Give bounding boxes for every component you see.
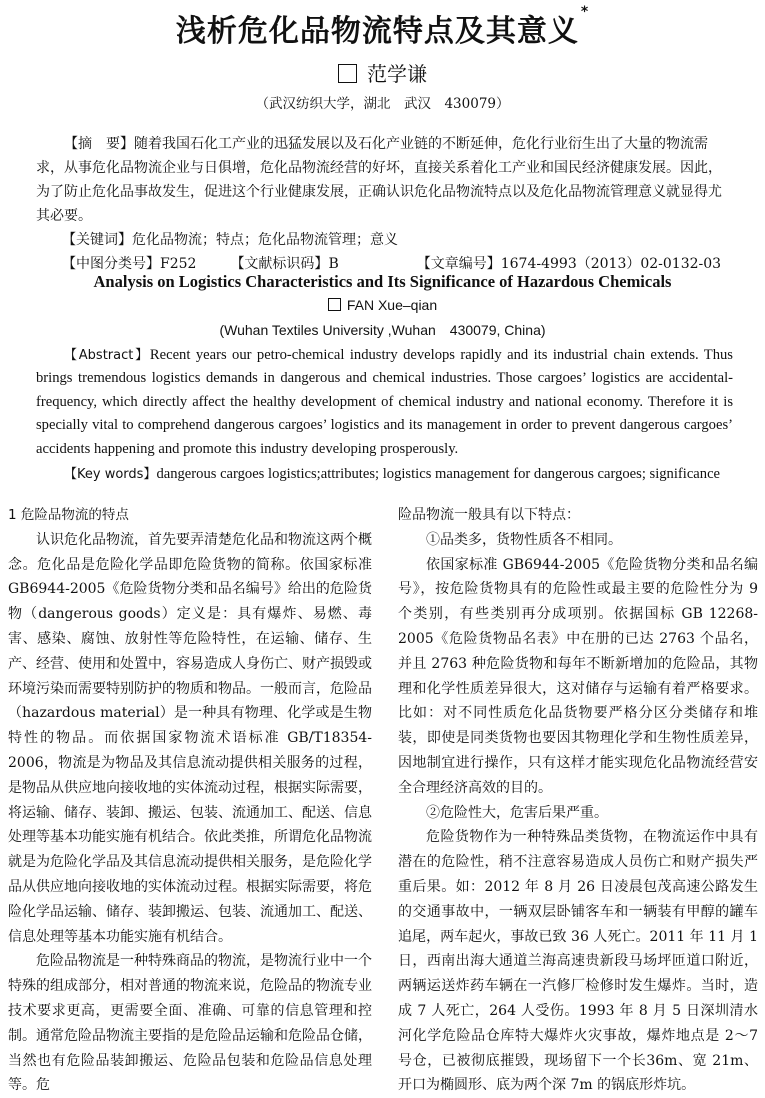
article-number-label: 【文章编号】	[416, 256, 501, 272]
body-paragraph: 险品物流一般具有以下特点：	[398, 507, 580, 523]
english-keywords-label: 【Key words】	[64, 467, 157, 483]
body-column-right	[398, 503, 758, 1098]
doc-code-label: 【文献标识码】	[230, 256, 329, 272]
body-paragraph: 危险品物流是一种特殊商品的物流，是物流行业中一个特殊的组成部分，相对普通的物流来说，危险品的物流专业技术要求更高，更需要全面、准确、可靠的信息管理和控制。通常危险品物流主要指的是危险品运输和危险品仓储，当然也有危险品装卸搬运、危险品包装和危险品信息处理等。危	[8, 953, 372, 1094]
author-line	[0, 58, 765, 87]
keywords-label: 【关键词】	[62, 232, 132, 248]
english-author-name: FAN Xue–qian	[346, 297, 438, 313]
english-keywords-text: dangerous cargoes logistics;attributes; logistics management for dangerous cargoes; significance	[156, 466, 721, 483]
english-abstract-text: Recent years our petro-chemical industry develops rapidly and its industrial chain extends. Thus brings tremendous logistics demands in dangerous and chemical industries. Those cargoes’ logistics are accidental-frequency, which directly affect the healthy development of chemical industry and national economy. Therefore it is specially vital to comprehend dangerous cargoes’ logistics and its management in order to prevent dangerous cargoes’ accidents happening and promote this industry developing prosperously.	[36, 347, 733, 457]
affiliation: （武汉纺织大学，湖北 武汉 430079）	[255, 96, 510, 112]
title-text: 浅析危化品物流特点及其意义	[175, 14, 579, 49]
english-abstract-block	[36, 344, 733, 486]
abstract-label: 【摘 要】	[64, 136, 134, 152]
chinese-abstract	[36, 132, 735, 228]
chinese-abstract-block	[36, 132, 735, 276]
english-author-box-icon	[328, 298, 341, 311]
list-item-heading: ①品类多，货物性质各不相同。	[426, 531, 622, 548]
body-column-left	[8, 503, 372, 1098]
english-affiliation: (Wuhan Textiles University ,Wuhan 430079, China)	[219, 322, 546, 338]
article-title	[0, 6, 765, 50]
english-abstract	[36, 344, 733, 461]
body-paragraph: 危险货物作为一种特殊品类货物，在物流运作中具有潜在的危险性，稍不注意容易造成人员伤亡和财产损失严重后果。如：2012 年 8 月 26 日凌晨包茂高速公路发生的交通事故中，一辆双层卧铺客车和一辆装有甲醇的罐车追尾，两车起火，事故已致 36 人死亡。2011 年 11 月 1 日，西南出海大通道兰海高速贵新段马场坪匝道口附近，两辆运送炸药车辆在一汽修厂检修时发生爆炸。当时，造成 7 人死亡，264 人受伤。1993 年 8 月 5 日深圳清水河化学危险品仓库特大爆炸火灾事故，爆炸地点是 2～7 号仓，已被彻底摧毁，现场留下一个长36m、宽 21m、开口为椭圆形、底为两个深 7m 的锅底形炸坑。	[398, 829, 758, 1094]
author-name: 范学谦	[367, 62, 427, 86]
body-paragraph: 认识危化品物流，首先要弄清楚危化品和物流这两个概念。危化品是危险化学品即危险货物的简称。依国家标准GB6944-2005《危险货物分类和品名编号》给出的危险货物（dangerous goods）定义是：具有爆炸、易燃、毒害、感染、腐蚀、放射性等危险特性，在运输、储存、生产、经营、使用和处置中，容易造成人身伤亡、财产损毁或环境污染而需要特别防护的物质和物品。一般而言，危险品（hazardous material）是一种具有物理、化学或是生物特性的物品。而依据国家物流术语标准 GB/T18354-2006，物流是为物品及其信息流动提供相关服务的过程，是物品从供应地向接收地的实体流动过程，根据实际需要，将运输、储存、装卸、搬运、包装、流通加工、配送、信息处理等基本功能实施有机结合。依此类推，所谓危化品物流就是为危险化学品及其信息流动提供相关服务，是危险化学品从供应地向接收地的实体流动过程。根据实际需要，将危险化学品运输、储存、装卸搬运、包装、流通加工、配送、信息处理等基本功能实施有机结合。	[8, 531, 372, 945]
body-paragraph: 依国家标准 GB6944-2005《危险货物分类和品名编号》，按危险货物具有的危险性或最主要的危险性分为 9 个类别，有些类别再分成项别。依据国标 GB 12268-2005《危险货物品名表》中在册的已达 2763 个品名，并且 2763 种危险货物和每年不断新增加的危险品，其物理和化学性质差异很大，这对储存与运输有着严格要求。比如：对不同性质危化品货物要严格分区分类储存和堆装，即使是同类货物也要因其物理化学和生物性质差异，因地制宜进行操作，只有这样才能实现危化品物流经营安全合理经济高效的目的。	[398, 556, 758, 796]
clc-value: F252	[160, 256, 197, 272]
english-author-line	[0, 297, 765, 313]
title-footnote-mark: *	[580, 4, 590, 20]
author-box-icon	[338, 64, 357, 83]
section-heading: 1 危险品物流的特点	[8, 507, 129, 523]
article-number-value: 1674-4993（2013）02-0132-03	[500, 256, 722, 272]
chinese-keywords	[36, 228, 735, 252]
doc-code-value: B	[328, 256, 339, 272]
abstract-text: 随着我国石化工产业的迅猛发展以及石化产业链的不断延伸，危化行业衍生出了大量的物流需求，从事危化品物流企业与日俱增，危化品物流经营的好坏，直接关系着化工产业和国民经济健康发展。因此，为了防止危化品事故发生，促进这个行业健康发展，正确认识危化品物流特点以及危化品物流管理意义就显得尤其必要。	[36, 136, 722, 224]
clc-label: 【中图分类号】	[62, 256, 160, 272]
keywords-text: 危化品物流；特点；危化品物流管理；意义	[132, 232, 398, 248]
list-item-heading: ②危险性大，危害后果严重。	[426, 804, 608, 821]
english-keywords	[36, 463, 733, 486]
english-title: Analysis on Logistics Characteristics and Its Significance of Hazardous Chemicals	[93, 272, 672, 291]
english-abstract-label: 【Abstract】	[64, 348, 150, 363]
